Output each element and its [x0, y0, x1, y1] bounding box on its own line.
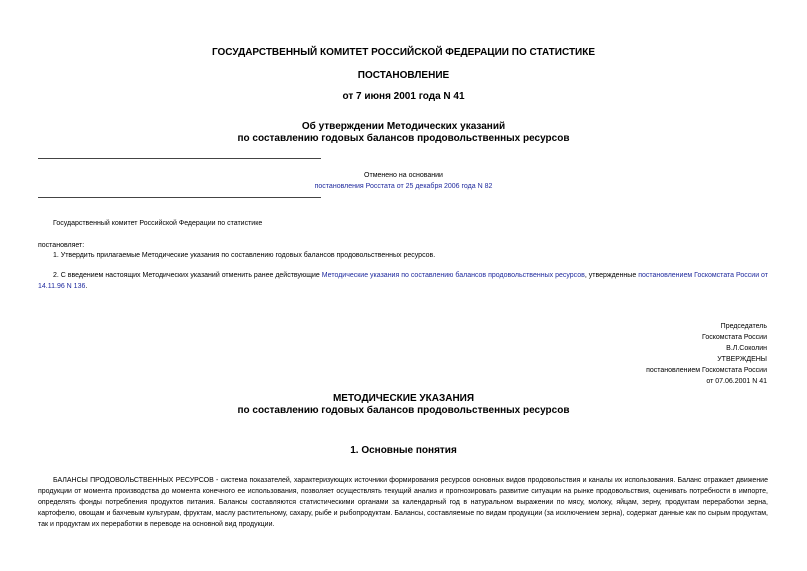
section-title: 1. Основные понятия: [350, 445, 457, 456]
revocation-note: Отменено на основании: [364, 172, 443, 179]
approved-line-2: постановлением Госкомстата России: [646, 367, 767, 374]
doc-title-line2: по составлению годовых балансов продовольственных ресурсов: [237, 133, 570, 144]
goskomstat-decree-link[interactable]: постановлением Госкомстата России от 14.11.96 N 136: [38, 272, 769, 290]
old-instructions-link[interactable]: Методические указания по составлению балансов продовольственных ресурсов: [321, 272, 585, 279]
issuer-text: Государственный комитет Российской Федерации по статистике: [53, 220, 263, 227]
doc-type-heading: ПОСТАНОВЛЕНИЕ: [357, 70, 450, 81]
instructions-title-line2: по составлению годовых балансов продовольственных ресурсов: [237, 405, 570, 416]
signature-line-3: В.Л.Соколин: [726, 345, 767, 352]
doc-date: от 7 июня 2001 года N 41: [342, 91, 465, 102]
doc-title-line1: Об утверждении Методических указаний: [301, 121, 506, 132]
signature-line-1: Председатель: [720, 323, 767, 330]
item2-end: .: [85, 283, 88, 290]
approved-line-3: от 07.06.2001 N 41: [706, 378, 767, 385]
decree-item-2: [38, 270, 768, 292]
definitions-paragraph: БАЛАНСЫ ПРОДОВОЛЬСТВЕННЫХ РЕСУРСОВ - система показателей, характеризующих источники формирования ресурсов основных видов продовольствия и каналы их использования. Баланс отражает движение продукции от момента производства до момента конечного ее использования, позволяет осуществлять текущий анализ и прогнозировать развитие ситуации на рынке продовольствия, оценивать потребности в импорте, определять фонды потребления продуктов питания. Балансы составляются статистическими органами за календарный год в натуральном выражении по мясу, молоку, яйцам, зерну, продуктам переработки зерна, картофелю, овощам и бахчевым культурам, фруктам, маслу растительному, сахару, рыбе и рыбопродуктам. Балансы, составляемые по видам продукции (за исключением зерна), содержат данные как по сырым продуктам, так и продуктам их переработки в переводе на основной вид продукции.: [38, 477, 768, 528]
decree-item-1: 1. Утвердить прилагаемые Методические указания по составлению годовых балансов продовольственных ресурсов.: [53, 252, 436, 259]
item2-start: 2. С введением настоящих Методических указаний отменить ранее действующие: [53, 272, 320, 279]
instructions-title-line1: МЕТОДИЧЕСКИЕ УКАЗАНИЯ: [332, 393, 475, 404]
divider-bottom: [38, 197, 321, 198]
committee-heading: ГОСУДАРСТВЕННЫЙ КОМИТЕТ РОССИЙСКОЙ ФЕДЕРАЦИИ ПО СТАТИСТИКЕ: [211, 47, 596, 58]
divider-top: [38, 158, 321, 159]
revocation-link[interactable]: постановления Росстата от 25 декабря 2006 года N 82: [314, 183, 493, 190]
item2-mid: , утвержденные: [584, 272, 637, 279]
approved-line-1: УТВЕРЖДЕНЫ: [717, 356, 767, 363]
decree-word: постановляет:: [38, 242, 85, 249]
signature-line-2: Госкомстата России: [702, 334, 767, 341]
